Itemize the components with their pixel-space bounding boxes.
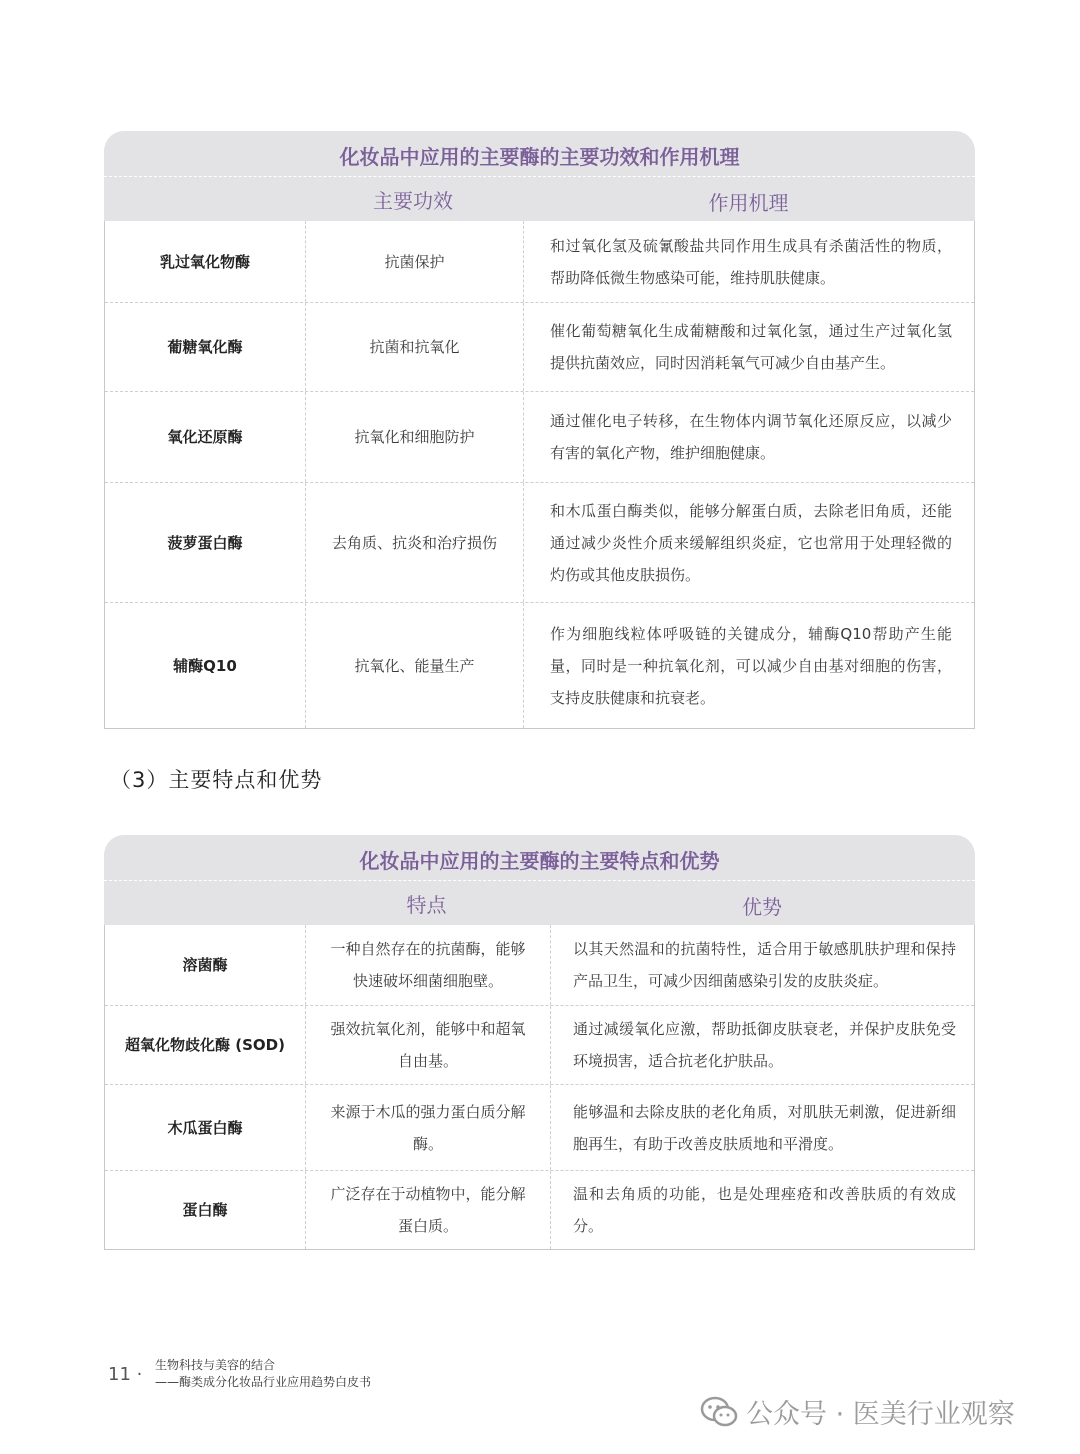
enzyme-mechanism: 催化葡萄糖氧化生成葡糖酸和过氧化氢，通过生产过氧化氢提供抗菌效应，同时因消耗氧气可减少自由基产生。 <box>523 303 974 391</box>
enzyme-feature: 来源于木瓜的强力蛋白质分解酶。 <box>305 1085 550 1170</box>
page-number-bullet: · <box>136 1364 143 1385</box>
column-header-feature: 特点 <box>406 893 447 917</box>
table-column-headers <box>104 177 975 221</box>
enzyme-advantage: 以其天然温和的抗菌特性，适合用于敏感肌肤护理和保持产品卫生，可减少因细菌感染引发的皮肤炎症。 <box>550 925 974 1005</box>
column-header-mechanism: 作用机理 <box>708 191 789 215</box>
enzyme-features-table <box>104 835 975 1250</box>
enzyme-name: 氧化还原酶 <box>167 428 243 446</box>
enzyme-name: 菠萝蛋白酶 <box>167 533 243 552</box>
enzyme-effect: 抗氧化和细胞防护 <box>305 392 523 482</box>
enzyme-name: 乳过氧化物酶 <box>159 252 250 271</box>
wechat-icon <box>700 1395 738 1429</box>
table-row <box>105 391 974 482</box>
table-row <box>105 1005 974 1084</box>
enzyme-mechanism: 和过氧化氢及硫氰酸盐共同作用生成具有杀菌活性的物质，帮助降低微生物感染可能，维持肌肤健康。 <box>523 221 974 302</box>
enzyme-feature: 强效抗氧化剂，能够中和超氧自由基。 <box>305 1006 550 1084</box>
enzyme-name: 辅酶Q10 <box>173 656 237 675</box>
enzyme-efficacy-table <box>104 131 975 729</box>
table-title: 化妆品中应用的主要酶的主要特点和优势 <box>104 835 975 881</box>
enzyme-feature: 一种自然存在的抗菌酶，能够快速破坏细菌细胞壁。 <box>305 925 550 1005</box>
page-number <box>108 1364 142 1385</box>
table-column-headers <box>104 881 975 925</box>
column-header-effect: 主要功效 <box>373 189 453 213</box>
enzyme-name: 蛋白酶 <box>182 1201 228 1219</box>
enzyme-effect: 抗菌和抗氧化 <box>305 303 523 391</box>
watermark-text: 公众号 · 医美行业观察 <box>746 1399 1015 1430</box>
enzyme-advantage: 通过减缓氧化应激，帮助抵御皮肤衰老，并保护皮肤免受环境损害，适合抗老化护肤品。 <box>550 1006 974 1084</box>
page-number-value: 11 <box>108 1364 131 1385</box>
footer-line2: ——酶类成分化妆品行业应用趋势白皮书 <box>155 1375 372 1389</box>
enzyme-mechanism: 和木瓜蛋白酶类似，能够分解蛋白质，去除老旧角质，还能通过减少炎性介质来缓解组织炎症，它也常用于处理轻微的灼伤或其他皮肤损伤。 <box>523 483 974 602</box>
table-row <box>105 482 974 602</box>
table-title: 化妆品中应用的主要酶的主要功效和作用机理 <box>104 131 975 177</box>
table-row <box>105 602 974 728</box>
table-header <box>104 131 975 221</box>
enzyme-mechanism: 作为细胞线粒体呼吸链的关键成分，辅酶Q10帮助产生能量，同时是一种抗氧化剂，可以减少自由基对细胞的伤害，支持皮肤健康和抗衰老。 <box>523 603 974 728</box>
table-row <box>105 925 974 1005</box>
enzyme-name: 溶菌酶 <box>182 956 228 974</box>
running-footer <box>155 1357 371 1391</box>
enzyme-advantage: 能够温和去除皮肤的老化角质，对肌肤无刺激，促进新细胞再生，有助于改善皮肤质地和平滑度。 <box>550 1085 974 1170</box>
table-body <box>104 925 975 1250</box>
table-row <box>105 1084 974 1170</box>
section-title: （3）主要特点和优势 <box>110 768 323 792</box>
enzyme-feature: 广泛存在于动植物中，能分解蛋白质。 <box>305 1171 550 1249</box>
enzyme-effect: 抗菌保护 <box>305 221 523 302</box>
footer-line1: 生物科技与美容的结合 <box>155 1358 276 1372</box>
enzyme-name: 超氧化物歧化酶 (SOD) <box>125 1036 285 1054</box>
enzyme-effect: 抗氧化、能量生产 <box>305 603 523 728</box>
column-header-advantage: 优势 <box>742 895 782 919</box>
enzyme-mechanism: 通过催化电子转移，在生物体内调节氧化还原反应，以减少有害的氧化产物，维护细胞健康。 <box>523 392 974 482</box>
table-row <box>105 221 974 302</box>
watermark <box>700 1392 1015 1431</box>
enzyme-effect: 去角质、抗炎和治疗损伤 <box>305 483 523 602</box>
table-row <box>105 1170 974 1249</box>
table-body <box>104 221 975 729</box>
enzyme-name: 葡糖氧化酶 <box>167 338 243 356</box>
enzyme-name: 木瓜蛋白酶 <box>167 1118 243 1137</box>
table-header <box>104 835 975 925</box>
enzyme-advantage: 温和去角质的功能，也是处理痤疮和改善肤质的有效成分。 <box>550 1171 974 1249</box>
table-row <box>105 302 974 391</box>
